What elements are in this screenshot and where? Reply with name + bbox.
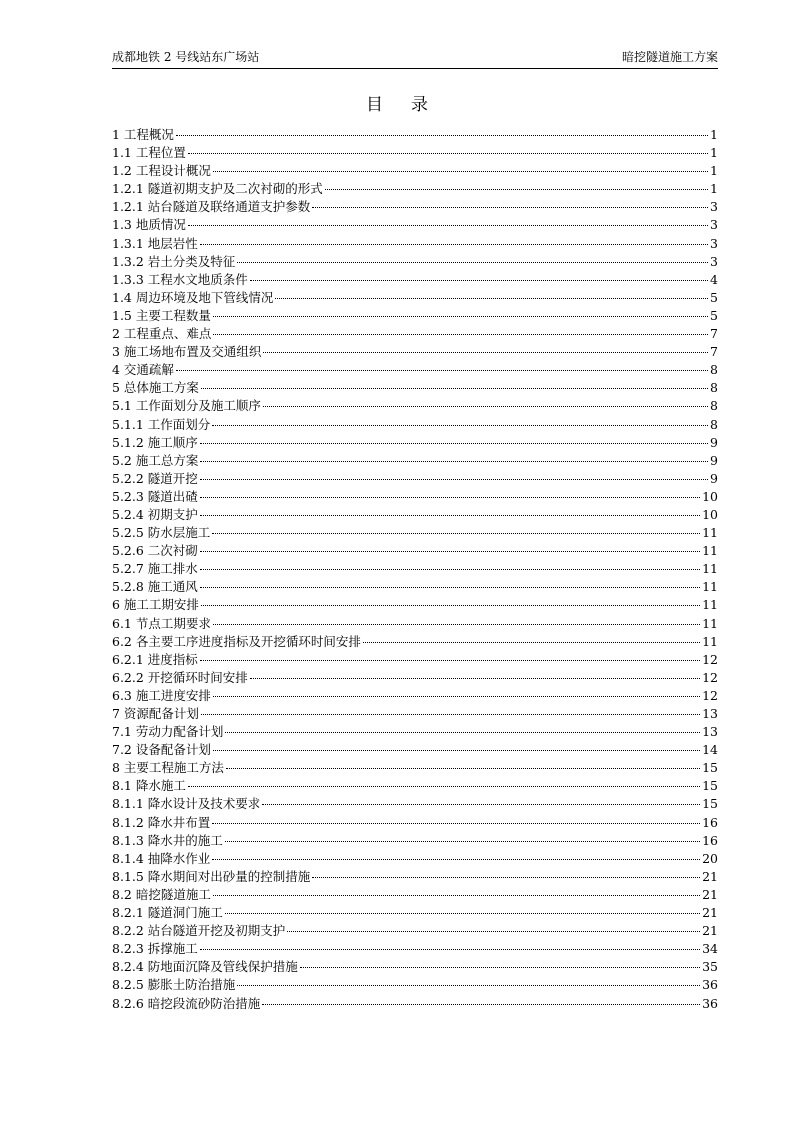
toc-entry-label: 8 主要工程施工方法 bbox=[112, 760, 224, 776]
toc-entry-page-number: 1 bbox=[710, 181, 718, 197]
toc-entry[interactable] bbox=[112, 253, 718, 271]
toc-entry[interactable] bbox=[112, 271, 718, 289]
header-document-title: 暗挖隧道施工方案 bbox=[621, 50, 718, 64]
toc-entry-page-number: 14 bbox=[702, 742, 718, 758]
toc-entry[interactable] bbox=[112, 307, 718, 325]
toc-leader-dots bbox=[200, 443, 708, 444]
toc-leader-dots bbox=[226, 768, 700, 769]
toc-entry-label: 8.2.6 暗挖段流砂防治措施 bbox=[112, 995, 261, 1011]
toc-entry-page-number: 12 bbox=[702, 651, 718, 667]
toc-entry[interactable] bbox=[112, 180, 718, 198]
toc-entry-label: 5.2.7 施工排水 bbox=[112, 561, 198, 577]
header-project-name: 成都地铁 2 号线站东广场站 bbox=[112, 50, 260, 64]
toc-entry-label: 5.1.2 施工顺序 bbox=[112, 434, 198, 450]
toc-entry-page-number: 3 bbox=[710, 199, 718, 215]
toc-entry[interactable] bbox=[112, 922, 718, 940]
toc-entry-label: 5 总体施工方案 bbox=[112, 380, 199, 396]
toc-entry-page-number: 15 bbox=[702, 760, 718, 776]
toc-entry[interactable] bbox=[112, 397, 718, 415]
toc-entry[interactable] bbox=[112, 379, 718, 397]
toc-leader-dots bbox=[212, 533, 700, 534]
toc-entry-page-number: 9 bbox=[710, 434, 718, 450]
toc-entry[interactable] bbox=[112, 216, 718, 234]
toc-entry-page-number: 15 bbox=[702, 778, 718, 794]
toc-entry[interactable] bbox=[112, 162, 718, 180]
toc-entry[interactable] bbox=[112, 759, 718, 777]
toc-leader-dots bbox=[275, 298, 708, 299]
toc-entry-page-number: 9 bbox=[710, 452, 718, 468]
toc-entry[interactable] bbox=[112, 434, 718, 452]
toc-leader-dots bbox=[201, 605, 700, 606]
toc-title-char-2: 录 bbox=[411, 95, 428, 115]
toc-leader-dots bbox=[200, 479, 708, 480]
header-divider bbox=[112, 68, 718, 69]
toc-leader-dots bbox=[363, 642, 700, 643]
toc-entry-label: 8.2.4 防地面沉降及管线保护措施 bbox=[112, 959, 298, 975]
toc-entry-label: 5.2.6 二次衬砌 bbox=[112, 543, 198, 559]
toc-leader-dots bbox=[213, 895, 700, 896]
toc-entry-page-number: 21 bbox=[702, 886, 718, 902]
toc-entry-page-number: 3 bbox=[710, 217, 718, 233]
toc-entry-label: 5.2.2 隧道开挖 bbox=[112, 470, 198, 486]
toc-entry-page-number: 13 bbox=[702, 724, 718, 740]
toc-entry[interactable] bbox=[112, 596, 718, 614]
toc-entry[interactable] bbox=[112, 235, 718, 253]
toc-entry[interactable] bbox=[112, 904, 718, 922]
toc-leader-dots bbox=[200, 497, 700, 498]
toc-entry-label: 8.2 暗挖隧道施工 bbox=[112, 886, 211, 902]
toc-leader-dots bbox=[176, 370, 708, 371]
toc-entry-page-number: 21 bbox=[702, 923, 718, 939]
toc-leader-dots bbox=[200, 551, 700, 552]
toc-entry[interactable] bbox=[112, 814, 718, 832]
toc-entry[interactable] bbox=[112, 361, 718, 379]
toc-entry-label: 1.5 主要工程数量 bbox=[112, 307, 211, 323]
toc-leader-dots bbox=[225, 913, 700, 914]
toc-entry-label: 5.1 工作面划分及施工顺序 bbox=[112, 398, 261, 414]
toc-title-char-1: 目 bbox=[366, 95, 383, 115]
toc-entry[interactable] bbox=[112, 868, 718, 886]
toc-entry-label: 1.3.2 岩土分类及特征 bbox=[112, 253, 236, 269]
toc-entry-label: 7 资源配备计划 bbox=[112, 706, 199, 721]
toc-entry-label: 6 施工工期安排 bbox=[112, 597, 199, 613]
toc-entry[interactable] bbox=[112, 995, 718, 1013]
toc-entry[interactable] bbox=[112, 633, 718, 651]
toc-leader-dots bbox=[212, 823, 700, 824]
toc-entry-label: 8.1.1 降水设计及技术要求 bbox=[112, 796, 261, 812]
toc-entry-label: 1.1 工程位置 bbox=[112, 145, 186, 161]
toc-entry[interactable] bbox=[112, 488, 718, 506]
toc-entry-page-number: 1 bbox=[710, 127, 718, 142]
toc-entry-page-number: 8 bbox=[710, 380, 718, 396]
toc-entry[interactable] bbox=[112, 615, 718, 633]
toc-entry[interactable] bbox=[112, 723, 718, 741]
toc-leader-dots bbox=[262, 804, 700, 805]
toc-entry-page-number: 11 bbox=[702, 597, 718, 613]
toc-leader-dots bbox=[250, 280, 708, 281]
toc-entry-label: 8.2.3 拆撑施工 bbox=[112, 941, 198, 957]
toc-entry[interactable] bbox=[112, 325, 718, 343]
toc-leader-dots bbox=[212, 425, 708, 426]
toc-leader-dots bbox=[200, 660, 700, 661]
toc-entry[interactable] bbox=[112, 741, 718, 759]
toc-entry-page-number: 15 bbox=[702, 796, 718, 812]
toc-leader-dots bbox=[188, 225, 708, 226]
toc-entry[interactable] bbox=[112, 524, 718, 542]
toc-leader-dots bbox=[176, 135, 708, 136]
toc-entry[interactable] bbox=[112, 126, 718, 144]
toc-title bbox=[0, 93, 794, 117]
toc-entry-page-number: 21 bbox=[702, 868, 718, 884]
toc-leader-dots bbox=[225, 841, 700, 842]
toc-entry[interactable] bbox=[112, 343, 718, 361]
toc-entry-label: 1.2 工程设计概况 bbox=[112, 163, 211, 179]
toc-leader-dots bbox=[263, 406, 708, 407]
toc-entry-label: 8.1 降水施工 bbox=[112, 778, 186, 794]
toc-entry[interactable] bbox=[112, 542, 718, 560]
toc-entry-label: 8.1.4 抽降水作业 bbox=[112, 850, 211, 866]
toc-leader-dots bbox=[212, 859, 700, 860]
page-header bbox=[112, 48, 718, 66]
toc-entry[interactable] bbox=[112, 705, 718, 723]
toc-entry-page-number: 16 bbox=[702, 814, 718, 830]
toc-leader-dots bbox=[225, 732, 700, 733]
toc-entry-page-number: 3 bbox=[710, 253, 718, 269]
toc-leader-dots bbox=[200, 461, 708, 462]
toc-leader-dots bbox=[201, 388, 708, 389]
toc-entry[interactable] bbox=[112, 651, 718, 669]
toc-leader-dots bbox=[200, 244, 708, 245]
toc-leader-dots bbox=[200, 949, 700, 950]
toc-entry-page-number: 1 bbox=[710, 145, 718, 161]
toc-leader-dots bbox=[213, 624, 700, 625]
toc-entry-label: 1.2.1 隧道初期支护及二次衬砌的形式 bbox=[112, 181, 323, 197]
toc-entry-label: 5.2.3 隧道出碴 bbox=[112, 488, 198, 504]
toc-entry-page-number: 11 bbox=[702, 615, 718, 631]
toc-entry[interactable] bbox=[112, 416, 718, 434]
toc-entry-page-number: 16 bbox=[702, 832, 718, 848]
toc-leader-dots bbox=[262, 1004, 700, 1005]
toc-leader-dots bbox=[287, 931, 700, 932]
toc-entry-label: 8.2.2 站台隧道开挖及初期支护 bbox=[112, 923, 286, 939]
toc-entry-page-number: 35 bbox=[702, 959, 718, 975]
toc-entry-label: 6.1 节点工期要求 bbox=[112, 615, 211, 631]
toc-entry-page-number: 8 bbox=[710, 362, 718, 378]
toc-entry-label: 6.2 各主要工序进度指标及开挖循环时间安排 bbox=[112, 633, 361, 649]
toc-leader-dots bbox=[300, 967, 700, 968]
toc-entry[interactable] bbox=[112, 687, 718, 705]
toc-entry-page-number: 3 bbox=[710, 235, 718, 251]
toc-entry[interactable] bbox=[112, 832, 718, 850]
toc-leader-dots bbox=[200, 515, 700, 516]
toc-entry[interactable] bbox=[112, 144, 718, 162]
toc-entry-label: 1.4 周边环境及地下管线情况 bbox=[112, 289, 274, 305]
toc-entry-page-number: 13 bbox=[702, 706, 718, 721]
toc-leader-dots bbox=[200, 587, 700, 588]
toc-entry[interactable] bbox=[112, 795, 718, 813]
toc-leader-dots bbox=[325, 189, 708, 190]
toc-entry-page-number: 11 bbox=[702, 525, 718, 541]
toc-leader-dots bbox=[312, 877, 700, 878]
toc-entry-page-number: 11 bbox=[702, 561, 718, 577]
toc-leader-dots bbox=[213, 316, 708, 317]
toc-entry[interactable] bbox=[112, 940, 718, 958]
toc-entry-page-number: 5 bbox=[710, 307, 718, 323]
toc-entry[interactable] bbox=[112, 777, 718, 795]
toc-leader-dots bbox=[312, 207, 708, 208]
toc-leader-dots bbox=[213, 334, 708, 335]
toc-entry-label: 2 工程重点、难点 bbox=[112, 326, 212, 342]
toc-entry-label: 1.3 地质情况 bbox=[112, 217, 186, 233]
toc-entry-label: 7.2 设备配备计划 bbox=[112, 742, 211, 758]
toc-entry-page-number: 36 bbox=[702, 995, 718, 1011]
toc-entry-page-number: 36 bbox=[702, 977, 718, 993]
toc-entry-label: 8.1.3 降水井的施工 bbox=[112, 832, 223, 848]
toc-entry-page-number: 10 bbox=[702, 488, 718, 504]
toc-leader-dots bbox=[237, 985, 700, 986]
toc-entry-label: 1.3.3 工程水文地质条件 bbox=[112, 271, 248, 287]
toc-leader-dots bbox=[188, 153, 708, 154]
toc-entry-page-number: 1 bbox=[710, 163, 718, 179]
toc-leader-dots bbox=[237, 262, 708, 263]
toc-entry-page-number: 4 bbox=[710, 271, 718, 287]
toc-entry[interactable] bbox=[112, 886, 718, 904]
toc-entry-page-number: 20 bbox=[702, 850, 718, 866]
toc-entry-page-number: 12 bbox=[702, 687, 718, 703]
toc-entry-label: 4 交通疏解 bbox=[112, 362, 174, 378]
toc-entry-label: 5.2 施工总方案 bbox=[112, 452, 199, 468]
toc-leader-dots bbox=[200, 569, 700, 570]
toc-leader-dots bbox=[250, 678, 700, 679]
toc-entry[interactable] bbox=[112, 976, 718, 994]
toc-entry-page-number: 34 bbox=[702, 941, 718, 957]
toc-entry[interactable] bbox=[112, 560, 718, 578]
toc-entry[interactable] bbox=[112, 506, 718, 524]
toc-entry-label: 8.2.5 膨胀土防治措施 bbox=[112, 977, 236, 993]
toc-entry-label: 6.3 施工进度安排 bbox=[112, 687, 211, 703]
toc-entry[interactable] bbox=[112, 289, 718, 307]
toc-entry-label: 5.1.1 工作面划分 bbox=[112, 416, 211, 432]
toc-entry-label: 1.2.1 站台隧道及联络通道支护参数 bbox=[112, 199, 311, 215]
toc-entry[interactable] bbox=[112, 669, 718, 687]
table-of-contents bbox=[112, 126, 718, 1013]
toc-entry[interactable] bbox=[112, 578, 718, 596]
toc-entry-label: 5.2.8 施工通风 bbox=[112, 579, 198, 595]
toc-entry-page-number: 5 bbox=[710, 289, 718, 305]
toc-entry-label: 1 工程概况 bbox=[112, 127, 174, 142]
toc-leader-dots bbox=[188, 786, 700, 787]
toc-entry[interactable] bbox=[112, 198, 718, 216]
toc-entry-label: 8.1.5 降水期间对出砂量的控制措施 bbox=[112, 868, 311, 884]
toc-entry-page-number: 9 bbox=[710, 470, 718, 486]
toc-entry-page-number: 11 bbox=[702, 633, 718, 649]
toc-entry[interactable] bbox=[112, 452, 718, 470]
toc-entry-page-number: 11 bbox=[702, 543, 718, 559]
toc-entry[interactable] bbox=[112, 958, 718, 976]
toc-entry-label: 8.1.2 降水井布置 bbox=[112, 814, 211, 830]
toc-entry-label: 5.2.5 防水层施工 bbox=[112, 525, 211, 541]
toc-entry-page-number: 10 bbox=[702, 506, 718, 522]
toc-entry-label: 3 施工场地布置及交通组织 bbox=[112, 344, 262, 360]
toc-leader-dots bbox=[201, 714, 700, 715]
toc-leader-dots bbox=[263, 352, 708, 353]
toc-entry-page-number: 12 bbox=[702, 669, 718, 685]
toc-entry-label: 5.2.4 初期支护 bbox=[112, 506, 198, 522]
toc-entry-label: 7.1 劳动力配备计划 bbox=[112, 724, 224, 740]
toc-entry-page-number: 11 bbox=[702, 579, 718, 595]
toc-entry-label: 1.3.1 地层岩性 bbox=[112, 235, 198, 251]
toc-entry-page-number: 7 bbox=[710, 344, 718, 360]
toc-entry-page-number: 8 bbox=[710, 398, 718, 414]
toc-leader-dots bbox=[213, 171, 708, 172]
toc-leader-dots bbox=[213, 696, 700, 697]
toc-entry-page-number: 7 bbox=[710, 326, 718, 342]
toc-entry[interactable] bbox=[112, 470, 718, 488]
toc-entry-page-number: 21 bbox=[702, 905, 718, 921]
toc-leader-dots bbox=[213, 750, 700, 751]
toc-entry-label: 8.2.1 隧道洞门施工 bbox=[112, 905, 223, 921]
toc-entry-label: 6.2.1 进度指标 bbox=[112, 651, 198, 667]
toc-entry[interactable] bbox=[112, 850, 718, 868]
toc-entry-label: 6.2.2 开挖循环时间安排 bbox=[112, 669, 248, 685]
toc-entry-page-number: 8 bbox=[710, 416, 718, 432]
